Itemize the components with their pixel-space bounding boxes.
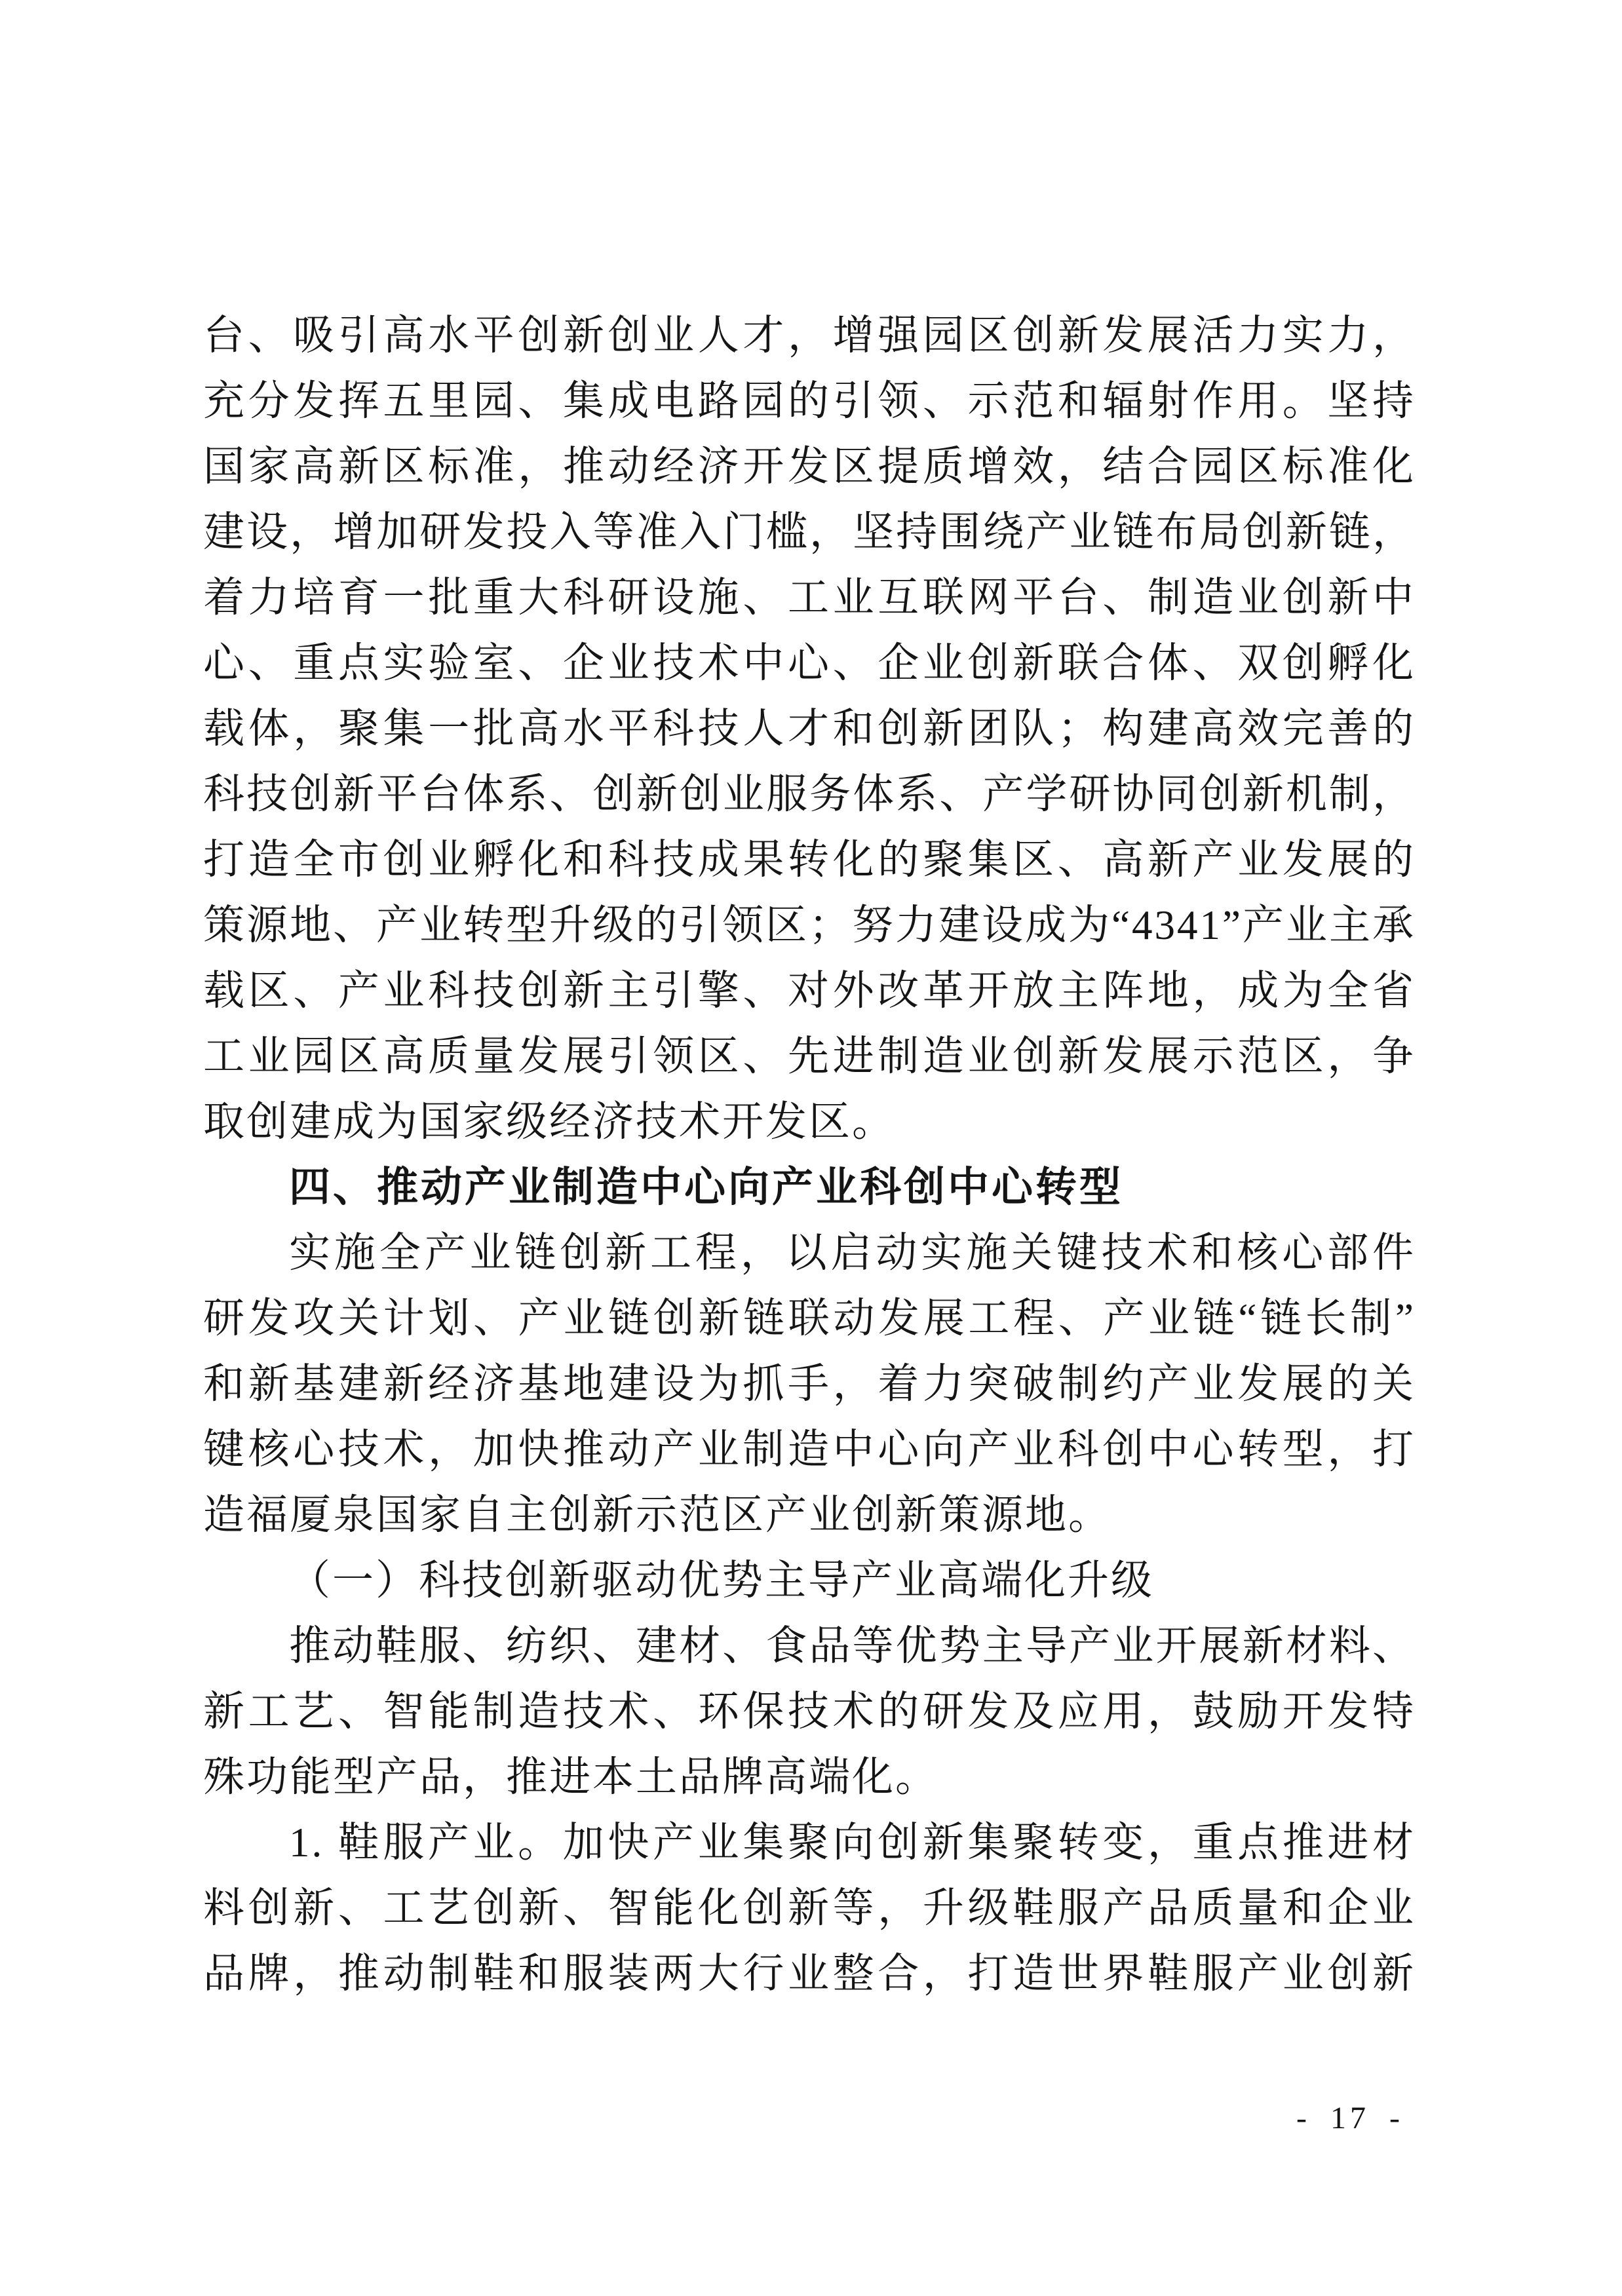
text-line: 1. 鞋服产业。加快产业集聚向创新集聚转变，重点推进材 [289,1820,1416,1866]
text-line: 工业园区高质量发展引领区、先进制造业创新发展示范区，争 [203,1033,1416,1079]
text-line: 品牌，推动制鞋和服装两大行业整合，打造世界鞋服产业创新 [203,1951,1416,1997]
text-line: 载区、产业科技创新主引擎、对外改革开放主阵地，成为全省 [203,968,1416,1014]
text-line: 建设，增加研发投入等准入门槛，坚持围绕产业链布局创新链， [203,509,1416,555]
text-line: 殊功能型产品，推进本土品牌高端化。 [203,1754,938,1800]
text-line: 新工艺、智能制造技术、环保技术的研发及应用，鼓励开发特 [203,1689,1416,1734]
text-line: 键核心技术，加快推动产业制造中心向产业科创中心转型，打 [203,1426,1416,1472]
text-line: 心、重点实验室、企业技术中心、企业创新联合体、双创孵化 [203,640,1416,686]
text-line: 科技创新平台体系、创新创业服务体系、产学研协同创新机制， [203,771,1416,817]
text-line: 和新基建新经济基地建设为抓手，着力突破制约产业发展的关 [203,1361,1416,1407]
text-line: 造福厦泉国家自主创新示范区产业创新策源地。 [203,1492,1111,1538]
text-line: 研发攻关计划、产业链创新链联动发展工程、产业链“链长制” [203,1295,1416,1341]
section-heading: 四、推动产业制造中心向产业科创中心转型 [289,1164,1123,1210]
text-line: 着力培育一批重大科研设施、工业互联网平台、制造业创新中 [203,575,1416,621]
text-line: 推动鞋服、纺织、建材、食品等优势主导产业开展新材料、 [289,1623,1416,1669]
text-line: 充分发挥五里园、集成电路园的引领、示范和辐射作用。坚持 [203,378,1416,424]
text-line: 载体，聚集一批高水平科技人才和创新团队；构建高效完善的 [203,706,1416,752]
text-line: 台、吸引高水平创新创业人才，增强园区创新发展活力实力， [203,313,1416,358]
subsection-heading: （一）科技创新驱动优势主导产业高端化升级 [289,1558,1154,1603]
text-line: 取创建成为国家级经济技术开发区。 [203,1099,895,1145]
text-line: 实施全产业链创新工程，以启动实施关键技术和核心部件 [289,1230,1416,1276]
document-body [203,303,1416,2006]
text-line: 打造全市创业孵化和科技成果转化的聚集区、高新产业发展的 [203,837,1416,883]
text-line: 料创新、工艺创新、智能化创新等，升级鞋服产品质量和企业 [203,1885,1416,1931]
page-number: - 17 - [1296,2101,1404,2135]
text-line: 国家高新区标准，推动经济开发区提质增效，结合园区标准化 [203,444,1416,489]
text-line: 策源地、产业转型升级的引领区；努力建设成为“4341”产业主承 [203,902,1416,948]
